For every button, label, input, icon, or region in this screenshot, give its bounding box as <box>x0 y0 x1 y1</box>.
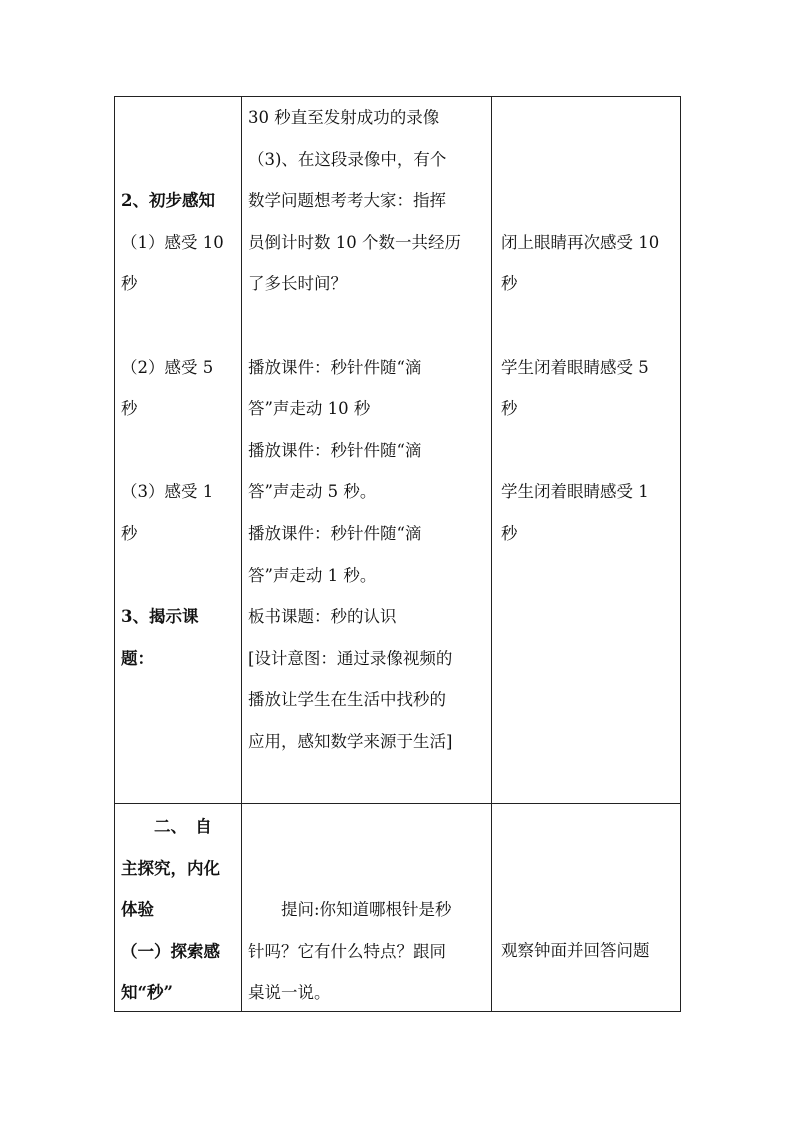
cell-text-line: 数学问题想考考大家：指挥 <box>248 191 446 211</box>
cell-text-line <box>121 430 224 472</box>
cell-text-line <box>121 305 224 347</box>
cell-text-line: 播放课件：秒针件随“滴 <box>248 440 422 460</box>
cell-text-line: 秒 <box>121 523 138 543</box>
cell-text-line: 了多长时间？ <box>248 274 347 294</box>
cell-text-line: 2、初步感知 <box>121 191 215 211</box>
cell-text-line: （1）感受 10 <box>121 232 224 252</box>
cell-text-line: 知“秒” <box>121 983 173 1003</box>
cell-text-line: 针吗？它有什么特点？跟同 <box>248 941 446 961</box>
cell-text-line <box>501 180 659 222</box>
cell-text-line: （3)、在这段录像中，有个 <box>248 149 447 169</box>
cell-text-line: [设计意图：通过录像视频的 <box>248 648 453 668</box>
row1-teacher-activity-cell <box>248 97 461 763</box>
cell-text-line: 体验 <box>121 900 154 920</box>
cell-text-line: （2）感受 5 <box>121 357 214 377</box>
row2-student-activity-cell <box>501 930 650 972</box>
cell-text-line <box>248 305 461 347</box>
cell-text-line: 秒 <box>501 274 518 294</box>
cell-text-line: （3）感受 1 <box>121 482 214 502</box>
cell-text-line: 题： <box>121 648 154 668</box>
cell-text-line: 3、揭示课 <box>121 607 199 627</box>
cell-text-line: 板书课题：秒的认识 <box>248 607 397 627</box>
cell-text-line: 秒 <box>121 399 138 419</box>
cell-text-line: 二、 自 <box>121 817 212 836</box>
cell-text-line <box>501 139 659 181</box>
cell-text-line: （一）探索感 <box>121 941 220 961</box>
column-divider-1 <box>241 97 242 1011</box>
cell-text-line: 秒 <box>121 274 138 294</box>
cell-text-line <box>501 430 659 472</box>
row2-stage-cell <box>121 806 220 1014</box>
cell-text-line: 应用，感知数学来源于生活] <box>248 731 453 751</box>
cell-text-line: 30 秒直至发射成功的录像 <box>248 108 440 127</box>
column-divider-2 <box>491 97 492 1011</box>
cell-text-line: 观察钟面并回答问题 <box>501 941 650 960</box>
cell-text-line: 播放课件：秒针件随“滴 <box>248 357 422 377</box>
cell-text-line: 播放课件：秒针件随“滴 <box>248 523 422 543</box>
cell-text-line: 主探究，内化 <box>121 858 220 878</box>
cell-text-line: 闭上眼睛再次感受 10 <box>501 232 660 252</box>
cell-text-line: 学生闭着眼睛感受 5 <box>501 357 649 377</box>
cell-text-line: 答”声走动 1 秒。 <box>248 565 377 585</box>
row1-stage-cell <box>121 97 224 679</box>
cell-text-line <box>501 305 659 347</box>
row2-teacher-activity-cell <box>248 889 452 1014</box>
cell-text-line: 秒 <box>501 399 518 419</box>
lesson-plan-table <box>114 96 681 1012</box>
cell-text-line: 学生闭着眼睛感受 1 <box>501 482 649 502</box>
cell-text-line: 答”声走动 5 秒。 <box>248 482 377 502</box>
row-divider <box>115 803 680 804</box>
cell-text-line <box>121 555 224 597</box>
row1-student-activity-cell <box>501 97 659 555</box>
cell-text-line <box>121 139 224 181</box>
cell-text-line: 秒 <box>501 523 518 543</box>
cell-text-line: 桌说一说。 <box>248 983 331 1003</box>
cell-text-line <box>501 97 659 139</box>
cell-text-line <box>121 97 224 139</box>
cell-text-line: 员倒计时数 10 个数一共经历 <box>248 232 461 252</box>
cell-text-line: 答”声走动 10 秒 <box>248 399 371 419</box>
cell-text-line: 播放让学生在生活中找秒的 <box>248 690 446 710</box>
cell-text-line: 提问:你知道哪根针是秒 <box>248 900 452 919</box>
